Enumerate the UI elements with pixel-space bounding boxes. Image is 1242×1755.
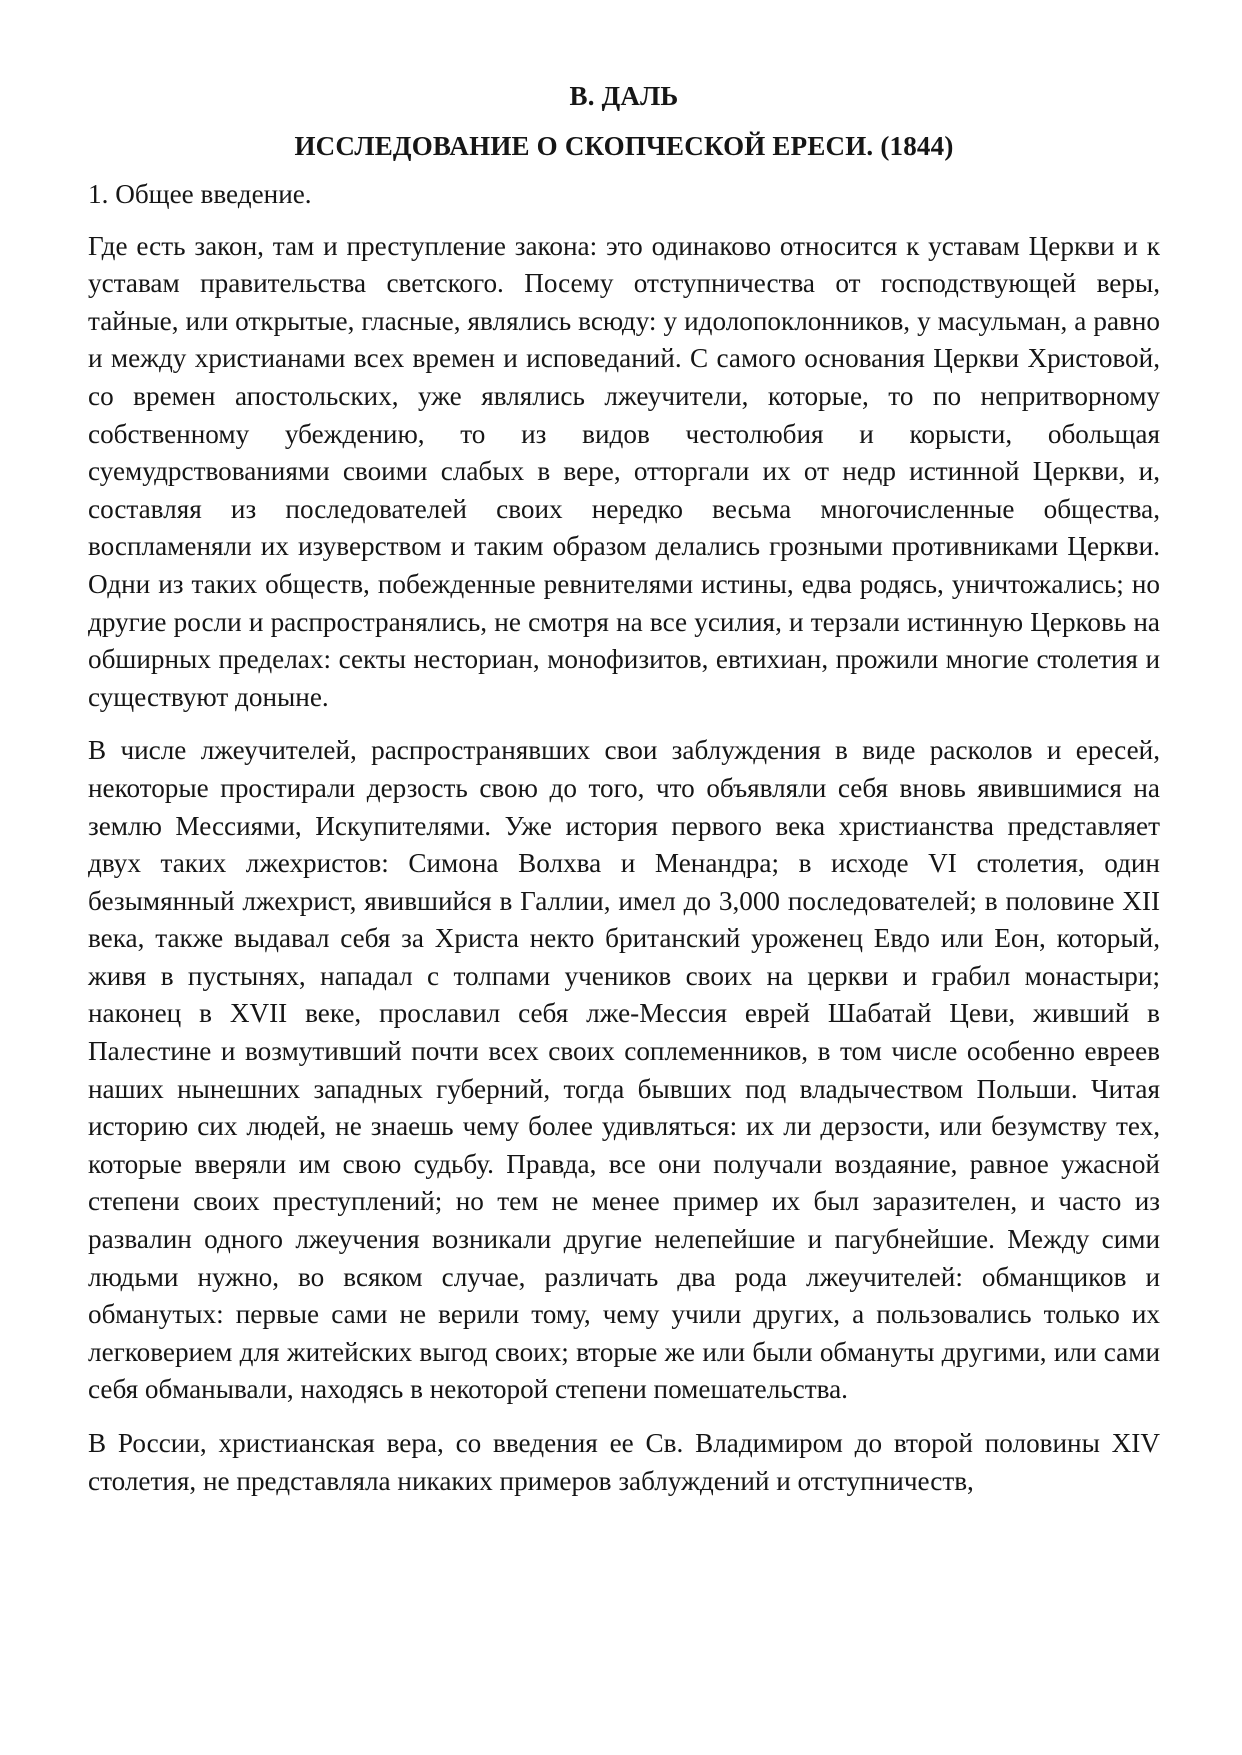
paragraph: Где есть закон, там и преступление закона: это одинаково относится к уставам Церкви и к уставам правительства светского. Посему отступничества от господствующей веры, тайные, или открытые, гласные, являлись всюду: у идолопоклонников, у масульман, а равно и между христианами всех времен и исповеданий. С самого основания Церкви Христовой, со времен апостольских, уже являлись лжеучители, которые, то по непритворному собственному убеждению, то из видов честолюбия и корысти, обольщая суемудрствованиями своими слабых в вере, отторгали их от недр истинной Церкви, и, составляя из последователей своих нередко весьма многочисленные общества, воспламеняли их изуверством и таким образом делались грозными противниками Церкви. Одни из таких обществ, побежденные ревнителями истины, едва родясь, уничтожались; но другие росли и распространялись, не смотря на все усилия, и терзали истинную Церковь на обширных пределах: секты несториан, монофизитов, евтихиан, прожили многие столетия и существуют доныне. bbox=[88, 230, 1160, 712]
section-heading: 1. Общее введение. bbox=[88, 179, 312, 209]
document-title: ИССЛЕДОВАНИЕ О СКОПЧЕСКОЙ ЕРЕСИ. (1844) bbox=[294, 131, 954, 161]
author-heading: В. ДАЛЬ bbox=[569, 81, 679, 111]
document-page bbox=[88, 78, 1160, 1516]
paragraph: В России, христианская вера, со введения ее Св. Владимиром до второй половины XIV столетия, не представляла никаких примеров заблуждений и отступничеств, bbox=[88, 1428, 1160, 1496]
paragraph: В числе лжеучителей, распространявших свои заблуждения в виде расколов и ересей, некоторые простирали дерзость свою до того, что объявляли себя вновь явившимися на землю Мессиями, Искупителями. Уже история первого века христианства представляет двух таких лжехристов: Симона Волхва и Менандра; в исходе VI столетия, один безымянный лжехрист, явившийся в Галлии, имел до 3,000 последователей; в половине XII века, также выдавал себя за Христа некто британский уроженец Евдо или Еон, который, живя в пустынях, нападал с толпами учеников своих на церкви и грабил монастыри; наконец в XVII веке, прославил себя лже-Мессия еврей Шабатай Цеви, живший в Палестине и возмутивший почти всех своих соплеменников, в том числе особенно евреев наших нынешних западных губерний, тогда бывших под владычеством Польши. Читая историю сих людей, не знаешь чему более удивляться: их ли дерзости, или безумству тех, которые вверяли им свою судьбу. Правда, все они получали воздаяние, равное ужасной степени своих преступлений; но тем не менее пример их был заразителен, и часто из развалин одного лжеучения возникали другие нелепейшие и пагубнейшие. Между сими людьми нужно, во всяком случае, различать два рода лжеучителей: обманщиков и обманутых: первые сами не верили тому, чему учили других, а пользовались только их легковерием для житейских выгод своих; вторые же или были обмануты другими, или сами себя обманывали, находясь в некоторой степени помешательства. bbox=[88, 735, 1160, 1405]
